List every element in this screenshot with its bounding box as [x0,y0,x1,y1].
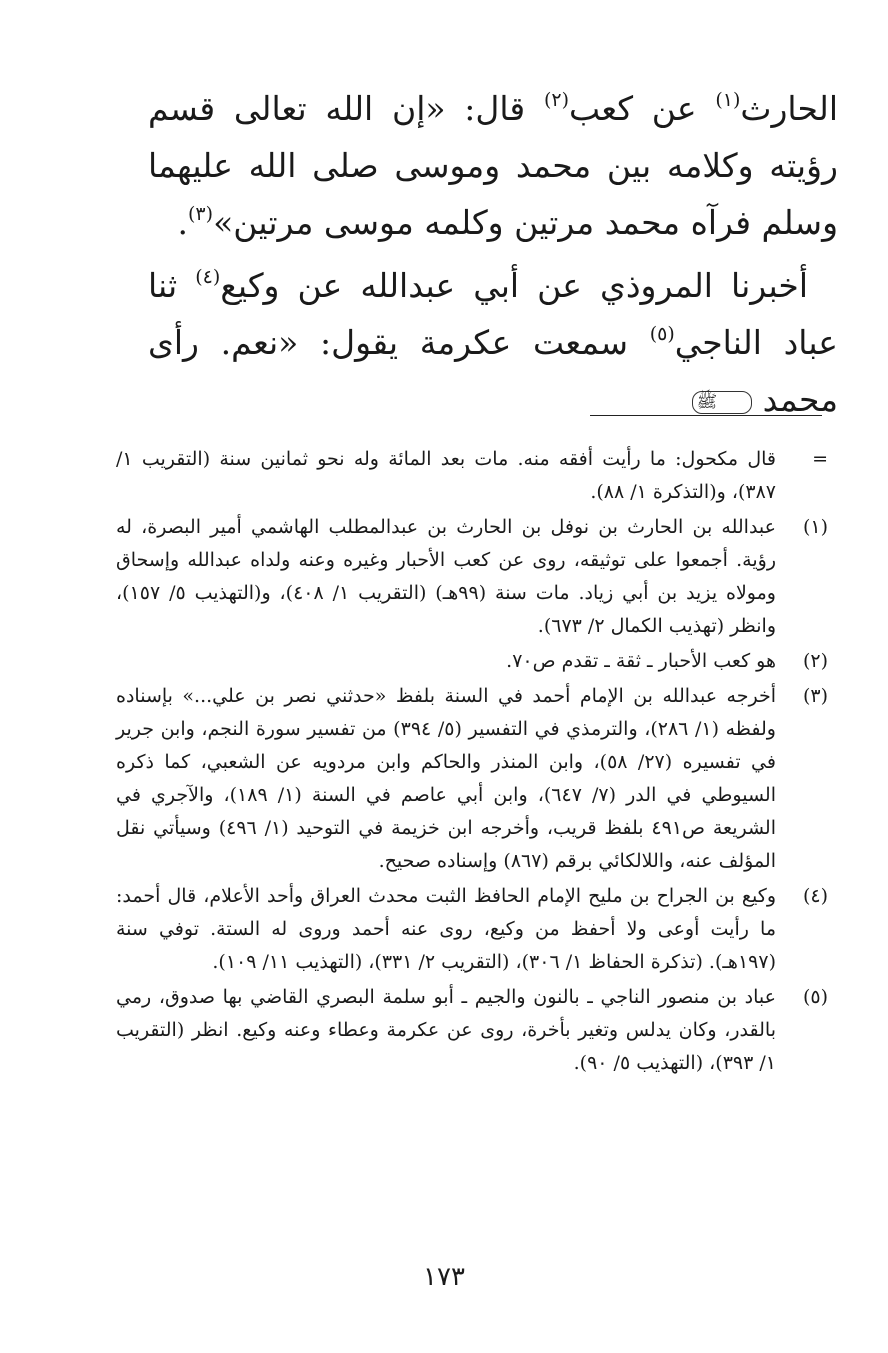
footnote-continuation [116,443,828,509]
footnote-1 [116,511,828,643]
honorific-ligature: ﷺ [692,391,753,414]
main-text-segment: أخبرنا المروذي عن أبي عبدالله عن وكيع [220,266,809,305]
main-paragraph-2 [148,257,838,428]
footnote-reference-1: (١) [715,89,741,111]
footnote-reference-3: (٣) [188,203,214,225]
footnote-2 [116,645,828,678]
footnote-marker: (٥) [802,986,828,1008]
footnote-marker: (٣) [802,685,828,707]
footnote-marker: (٢) [802,650,828,672]
footnotes [116,443,828,1082]
footnote-text: وكيع بن الجراح بن مليح الإمام الحافظ الثبت محدث العراق وأحد الأعلام، قال أحمد: ما رأيت أوعى ولا أحفظ من وكيع، روى عنه أحمد وروى له الستة. توفي سنة (١٩٧هـ). (تذكرة الحفاظ ١/ ٣٠٦)، (التقريب ٢/ ٣٣١)، (التهذيب ١١/ ١٠٩). [116,885,776,973]
footnote-text: أخرجه عبدالله بن الإمام أحمد في السنة بلفظ «حدثني نصر بن علي...» بإسناده ولفظه (١/ ٢٨٦)، والترمذي في التفسير (٥/ ٣٩٤) من تفسير سورة النجم، وابن جرير في تفسيره (٢٧/ ٥٨)، وابن المنذر والحاكم وابن مردويه عن الشعبي، كما ذكره السيوطي في الدر (٧/ ٦٤٧)، وابن أبي عاصم في السنة (١/ ١٨٩)، والآجري في الشريعة ص٤٩١ بلفظ قريب، وأخرجه ابن خزيمة في التوحيد (١/ ٤٩٦) وسيأتي نقل المؤلف عنه، واللالكائي برقم (٨٦٧) وإسناده صحيح. [116,685,776,872]
footnote-marker: (١) [802,516,828,538]
footnote-text: عباد بن منصور الناجي ـ بالنون والجيم ـ أبو سلمة البصري القاضي بها صدوق، رمي بالقدر، وكان يدلس وتغير بأخرة، روى عن عكرمة وعطاء وعنه وكيع. انظر (التقريب ١/ ٣٩٣)، (التهذيب ٥/ ٩٠). [116,986,776,1074]
main-paragraph-1 [148,80,838,251]
footnote-marker: = [812,448,828,470]
footnote-text: قال مكحول: ما رأيت أفقه منه. مات بعد المائة وله نحو ثمانين سنة (التقريب ١/ ٣٨٧)، و(التذكرة ١/ ٨٨). [116,448,776,503]
main-text [148,80,838,428]
footnote-separator [590,415,822,416]
page-number: ١٧٣ [423,1262,465,1292]
footnote-marker: (٤) [802,885,828,907]
footnote-5 [116,981,828,1080]
footnote-4 [116,880,828,979]
footnote-reference-4: (٤) [195,266,221,288]
main-text-segment: سمعت عكرمة يقول: «نعم. رأى محمد [148,323,838,419]
footnote-text: عبدالله بن الحارث بن نوفل بن الحارث بن عبدالمطلب الهاشمي أمير البصرة، له رؤية. أجمعوا على توثيقه، روى عن كعب الأحبار وغيره وعنه ولداه عبدالله وإسحاق ومولاه يزيد بن أبي زياد. مات سنة (٩٩هـ) (التقريب ١/ ٤٠٨)، و(التهذيب ٥/ ١٥٧)، وانظر (تهذيب الكمال ٢/ ٦٧٣). [116,516,776,637]
footnote-reference-2: (٢) [543,89,570,111]
footnote-3 [116,680,828,878]
main-text-segment: الحارث [740,89,838,128]
main-text-segment: عن كعب [569,89,716,128]
footnote-text: هو كعب الأحبار ـ ثقة ـ تقدم ص٧٠. [506,650,776,672]
main-text-segment: . [177,203,188,242]
footnote-reference-5: (٥) [649,323,675,345]
main-text-segment: قال: «إن الله تعالى قسم رؤيته وكلامه بين محمد وموسى صلى الله عليهما وسلم فرآه محمد مرتين وكلمه موسى مرتين» [148,89,838,242]
main-text-segment: ثنا عباد الناجي [148,266,838,362]
